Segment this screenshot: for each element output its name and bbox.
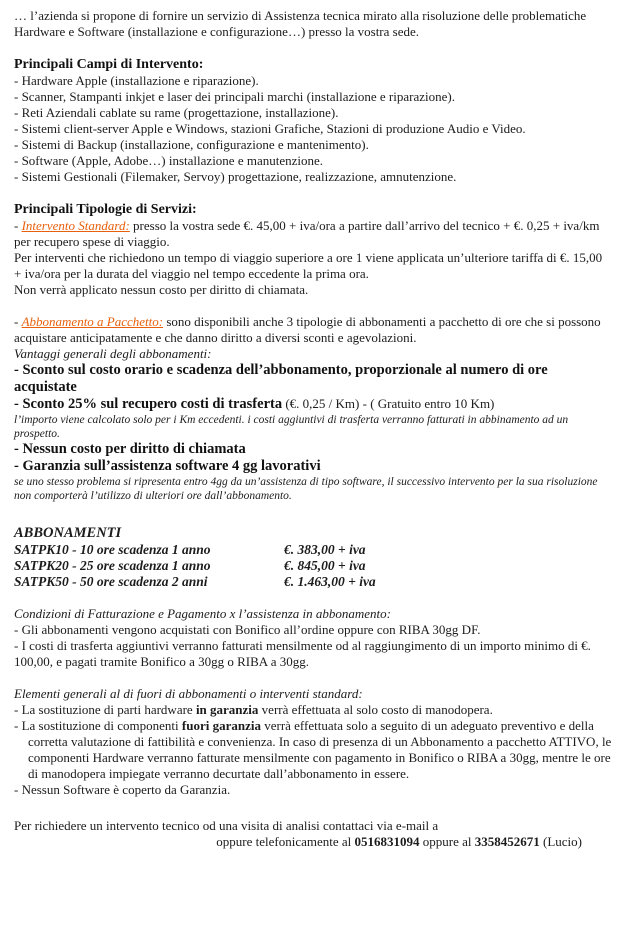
condizioni-section <box>14 606 612 670</box>
campi-section <box>14 56 612 185</box>
elementi-text: - La sostituzione di parti hardware <box>14 702 196 717</box>
campi-item: - Sistemi client-server Apple e Windows, stazioni Grafiche, Stazioni di produzione Audio e Video. <box>14 121 526 136</box>
contatti-section <box>14 818 612 850</box>
campi-item: - Sistemi di Backup (installazione, configurazione e mantenimento). <box>14 137 369 152</box>
abbonamento-row <box>14 574 612 590</box>
abbonamento-name: SATPK20 - 25 ore scadenza 1 anno <box>14 558 211 573</box>
elementi-section <box>14 686 612 798</box>
abbonamento-name: SATPK50 - 50 ore scadenza 2 anni <box>14 574 208 589</box>
no-call-fee-text: Non verrà applicato nessun costo per diritto di chiamata. <box>14 282 309 297</box>
abbonamento-name: SATPK10 - 10 ore scadenza 1 anno <box>14 542 211 557</box>
abbonamento-price: €. 1.463,00 + iva <box>284 574 376 589</box>
garanzia-note: se uno stesso problema si ripresenta entro 4gg da un’assistenza di tipo software, il successivo intervento per la sua risoluzione non comporterà l’utilizzo di ulteriori ore dall’abbonamento. <box>14 476 598 502</box>
vantaggio-trasferta-rest: (€. 0,25 / Km) - ( Gratuito entro 10 Km) <box>282 396 495 411</box>
abbonamento-text: sono disponibili anche 3 tipologie di abbonamenti a pacchetto di ore che si possono acquistare anticipatamente e che danno diritto a diversi sconti e agevolazioni. <box>14 314 601 345</box>
condizioni-item: - I costi di trasferta aggiuntivi verranno fatturati mensilmente od al raggiungimento di un importo minimo di €. 100,00, e pagati tramite Bonifico a 30gg o RIBA a 30gg. <box>14 638 591 669</box>
elementi-item <box>14 718 612 782</box>
elementi-title: Elementi generali al di fuori di abbonamenti o interventi standard: <box>14 686 363 701</box>
condizioni-item: - Gli abbonamenti vengono acquistati con Bonifico all’ordine oppure con RIBA 30gg DF. <box>14 622 481 637</box>
abbonamento-label: Abbonamento a Pacchetto: <box>21 314 164 329</box>
tipologie-title: Principali Tipologie di Servizi: <box>14 202 197 217</box>
abbonamento-paragraph <box>14 314 612 346</box>
vantaggio-garanzia: - Garanzia sull’assistenza software 4 gg lavorativi <box>14 458 321 474</box>
intro-paragraph: … l’azienda si propone di fornire un servizio di Assistenza tecnica mirato alla risoluzione delle problematiche Hardware e Software (installazione e configurazione…) presso la vostra sede. <box>14 8 587 39</box>
phone-number-1[interactable]: 0516831094 <box>354 834 420 849</box>
condizioni-title: Condizioni di Fatturazione e Pagamento x l’assistenza in abbonamento: <box>14 606 391 621</box>
contatti-text: oppure al <box>419 834 475 849</box>
campi-item: - Scanner, Stampanti inkjet e laser dei principali marchi (installazione e riparazione). <box>14 89 455 104</box>
campi-title: Principali Campi di Intervento: <box>14 57 204 72</box>
abbonamento-price: €. 383,00 + iva <box>284 542 366 557</box>
dash: - <box>14 314 22 329</box>
vantaggio-no-chiamata: - Nessun costo per diritto di chiamata <box>14 441 246 457</box>
document-page <box>14 8 612 850</box>
elementi-text: verrà effettuata al solo costo di manodopera. <box>258 702 493 717</box>
campi-item: - Reti Aziendali cablate su rame (progettazione, installazione). <box>14 105 339 120</box>
vantaggio-sconto-orario: - Sconto sul costo orario e scadenza dell’abbonamento, proporzionale al numero di ore acquistate <box>14 362 548 395</box>
abbonamento-price: €. 845,00 + iva <box>284 558 366 573</box>
in-garanzia-bold: in garanzia <box>195 702 259 717</box>
intervento-standard-text: presso la vostra sede €. 45,00 + iva/ora a partire dall’arrivo del tecnico + €. 0,25 + iva/km per recupero spese di viaggio. <box>14 218 600 249</box>
abbonamenti-title: ABBONAMENTI <box>14 525 122 541</box>
elementi-text: verrà effettuata solo a seguito di un adeguato preventivo e della corretta valutazione di fattibilità e convenienza. In caso di presenza di un Abbonamento a pacchetto ATTIVO, le componenti Hardware verranno fatturate mensilmente con pagamento in Bonifico o RIBA a 30gg, mentre le ore di manodopera impiegate verranno decurtate dall’abbonamento in essere. <box>28 718 612 781</box>
trasferta-note: l’importo viene calcolato solo per i Km eccedenti. i costi aggiuntivi di trasferta verranno fatturati in abbinamento ad un prospetto. <box>14 414 569 440</box>
campi-item: - Hardware Apple (installazione e riparazione). <box>14 73 259 88</box>
vantaggio-trasferta-bold: - Sconto 25% sul recupero costi di trasferta <box>14 396 283 412</box>
dash: - <box>14 218 22 233</box>
abbonamento-row <box>14 558 612 574</box>
campi-item: - Sistemi Gestionali (Filemaker, Servoy) progettazione, realizzazione, amnutenzione. <box>14 169 457 184</box>
campi-item: - Software (Apple, Adobe…) installazione e manutenzione. <box>14 153 324 168</box>
tipologie-section <box>14 201 612 503</box>
intervento-standard-paragraph <box>14 218 612 250</box>
contatti-text: oppure telefonicamente al <box>216 834 355 849</box>
elementi-item <box>14 702 612 718</box>
fuori-garanzia-bold: fuori garanzia <box>181 718 261 733</box>
abbonamento-row <box>14 542 612 558</box>
contatti-text: (Lucio) <box>539 834 582 849</box>
elementi-item: - Nessun Software è coperto da Garanzia. <box>14 782 231 797</box>
elementi-text: - La sostituzione di componenti <box>14 718 182 733</box>
contatti-line1: Per richiedere un intervento tecnico od una visita di analisi contattaci via e-mail a <box>14 818 439 833</box>
vantaggi-title: Vantaggi generali degli abbonamenti: <box>14 346 212 361</box>
abbonamenti-section <box>14 525 612 590</box>
contatti-line2 <box>14 834 612 850</box>
phone-number-2[interactable]: 3358452671 <box>474 834 540 849</box>
travel-surcharge-text: Per interventi che richiedono un tempo di viaggio superiore a ore 1 viene applicata un’ulteriore tariffa di €. 15,00 + iva/ora per la durata del viaggio nel tempo eccedente la prima ora. <box>14 250 603 281</box>
vantaggio-trasferta <box>14 396 612 413</box>
intervento-standard-label: Intervento Standard: <box>21 218 130 233</box>
